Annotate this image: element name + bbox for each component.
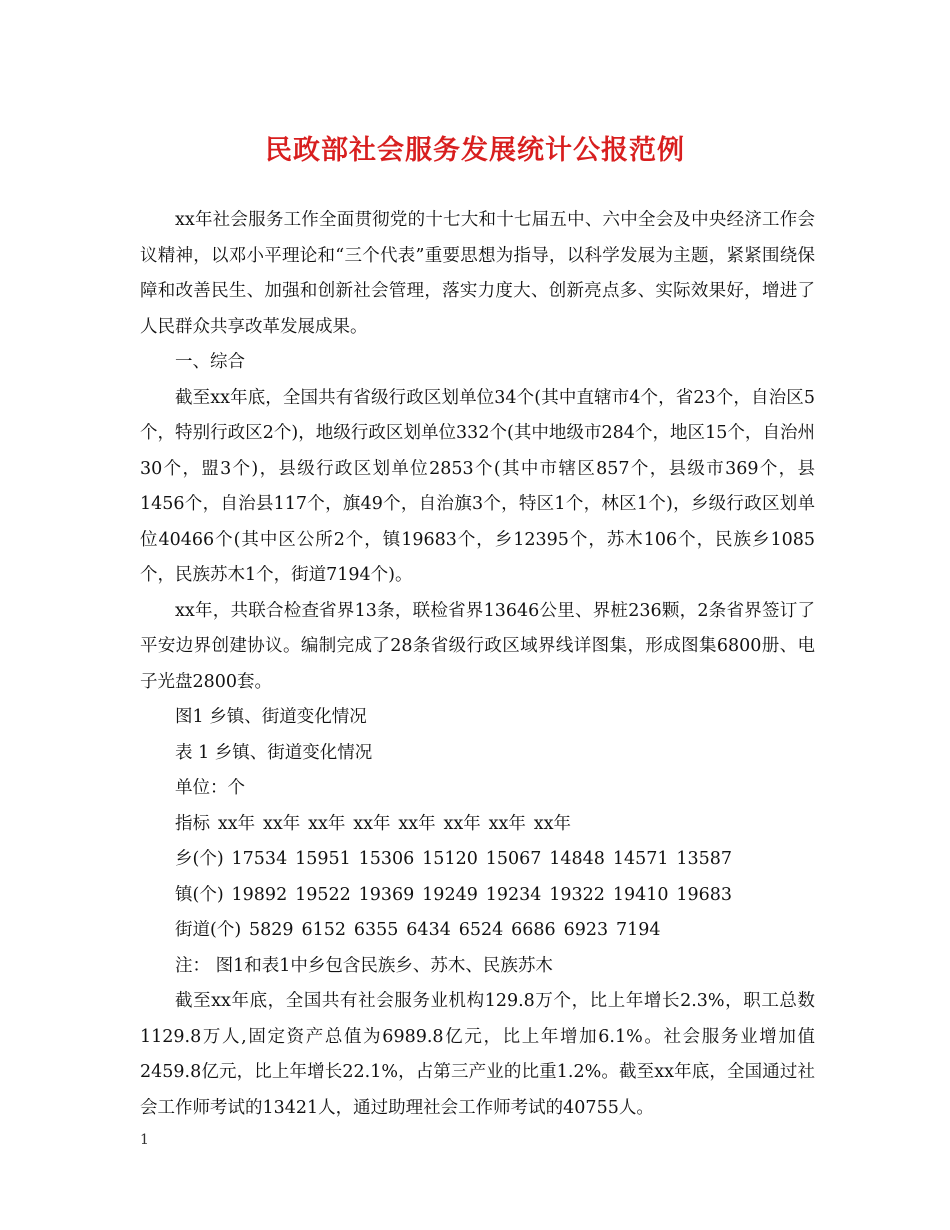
table-unit: 单位：个 [175, 778, 245, 798]
table-header-row [140, 807, 815, 843]
table-cell: 14848 [549, 849, 605, 869]
table-row-xiang [140, 842, 815, 878]
table-cell: 乡(个) [175, 849, 224, 869]
table-cell: 镇(个) [175, 884, 224, 905]
table-header-cell: xx年 [217, 813, 256, 834]
table-header-cell: xx年 [398, 813, 436, 834]
table-cell: 19369 [358, 884, 415, 905]
table-cell: 6923 [563, 920, 609, 940]
table-cell: 6355 [353, 920, 399, 940]
table-row-zhen [140, 878, 815, 914]
document-title: 民政部社会服务发展统计公报范例 [265, 135, 685, 166]
admin-divisions-paragraph: 截至xx年底，全国共有省级行政区划单位34个(其中直辖市4个，省23个，自治区5个，特别行政区2个)，地级行政区划单位332个(其中地级市284个，地区15个，自治州30个，盟3个)，县级行政区划单位2853个(其中市辖区857个，县级市369个，县1456个，自治县117个，旗49个，自治旗3个，特区1个，林区1个)，乡级行政区划单位40466个(其中区公所2个，镇19683个，乡12395个，苏木106个，民族乡1085个，民族苏木1个，街道7194个)。 [140, 387, 815, 585]
social-services-paragraph: 截至xx年底，全国共有社会服务业机构129.8万个，比上年增长2.3%，职工总数1129.8万人,固定资产总值为6989.8亿元，比上年增加6.1%。社会服务业增加值2459.8亿元，比上年增长22.1%，占第三产业的比重1.2%。截至xx年底，全国通过社会工作师考试的13421人，通过助理社会工作师考试的40755人。 [140, 991, 815, 1118]
table-cell: 17534 [231, 849, 288, 869]
table-cell: 19249 [422, 884, 478, 905]
table-note: 注： 图1和表1中乡包含民族乡、苏木、民族苏木 [175, 955, 553, 976]
page-number: 1 [140, 1132, 149, 1148]
table-caption: 表 1 乡镇、街道变化情况 [175, 742, 373, 763]
table-cell: 19522 [295, 884, 351, 905]
table-cell: 19234 [485, 884, 542, 905]
table-header-cell: xx年 [533, 813, 571, 834]
table-cell: 13587 [676, 849, 733, 869]
border-inspection-paragraph: xx年，共联合检查省界13条，联检省界13646公里、界桩236颗，2条省界签订了平安边界创建协议。编制完成了28条省级行政区域界线详图集，形成图集6800册、电子光盘2800套。 [140, 600, 815, 692]
table-cell: 15067 [485, 849, 542, 869]
table-cell: 19683 [676, 884, 733, 905]
table-cell: 15306 [358, 849, 415, 869]
table-cell: 19892 [231, 884, 288, 905]
document-body [140, 203, 815, 1126]
table-cell: 14571 [612, 849, 669, 869]
table-header-cell: xx年 [353, 813, 391, 834]
table-cell: 7194 [615, 920, 661, 940]
table-cell: 5829 [249, 920, 294, 940]
table-cell: 19322 [549, 884, 605, 905]
figure-caption: 图1 乡镇、街道变化情况 [175, 707, 367, 727]
table-cell: 6686 [511, 920, 556, 940]
table-cell: 6524 [458, 920, 504, 940]
table-cell: 15951 [295, 849, 351, 869]
table-cell: 15120 [422, 849, 478, 869]
table-cell: 19410 [612, 884, 669, 905]
table-header-cell: xx年 [263, 813, 301, 834]
table-cell: 街道(个) [175, 920, 242, 940]
intro-paragraph: xx年社会服务工作全面贯彻党的十七大和十七届五中、六中全会及中央经济工作会议精神，以邓小平理论和“三个代表”重要思想为指导，以科学发展为主题，紧紧围绕保障和改善民生、加强和创新社会管理，落实力度大、创新亮点多、实际效果好，增进了人民群众共享改革发展成果。 [140, 210, 815, 337]
table-header-cell: xx年 [488, 813, 526, 834]
table-cell: 6152 [301, 920, 346, 940]
table-row-jiedao [140, 913, 815, 949]
table-header-cell: 指标 [175, 813, 210, 834]
table-header-cell: xx年 [443, 813, 481, 834]
table-header-cell: xx年 [308, 813, 346, 834]
table-cell: 6434 [406, 920, 451, 940]
section-heading-general: 一、综合 [175, 352, 245, 372]
